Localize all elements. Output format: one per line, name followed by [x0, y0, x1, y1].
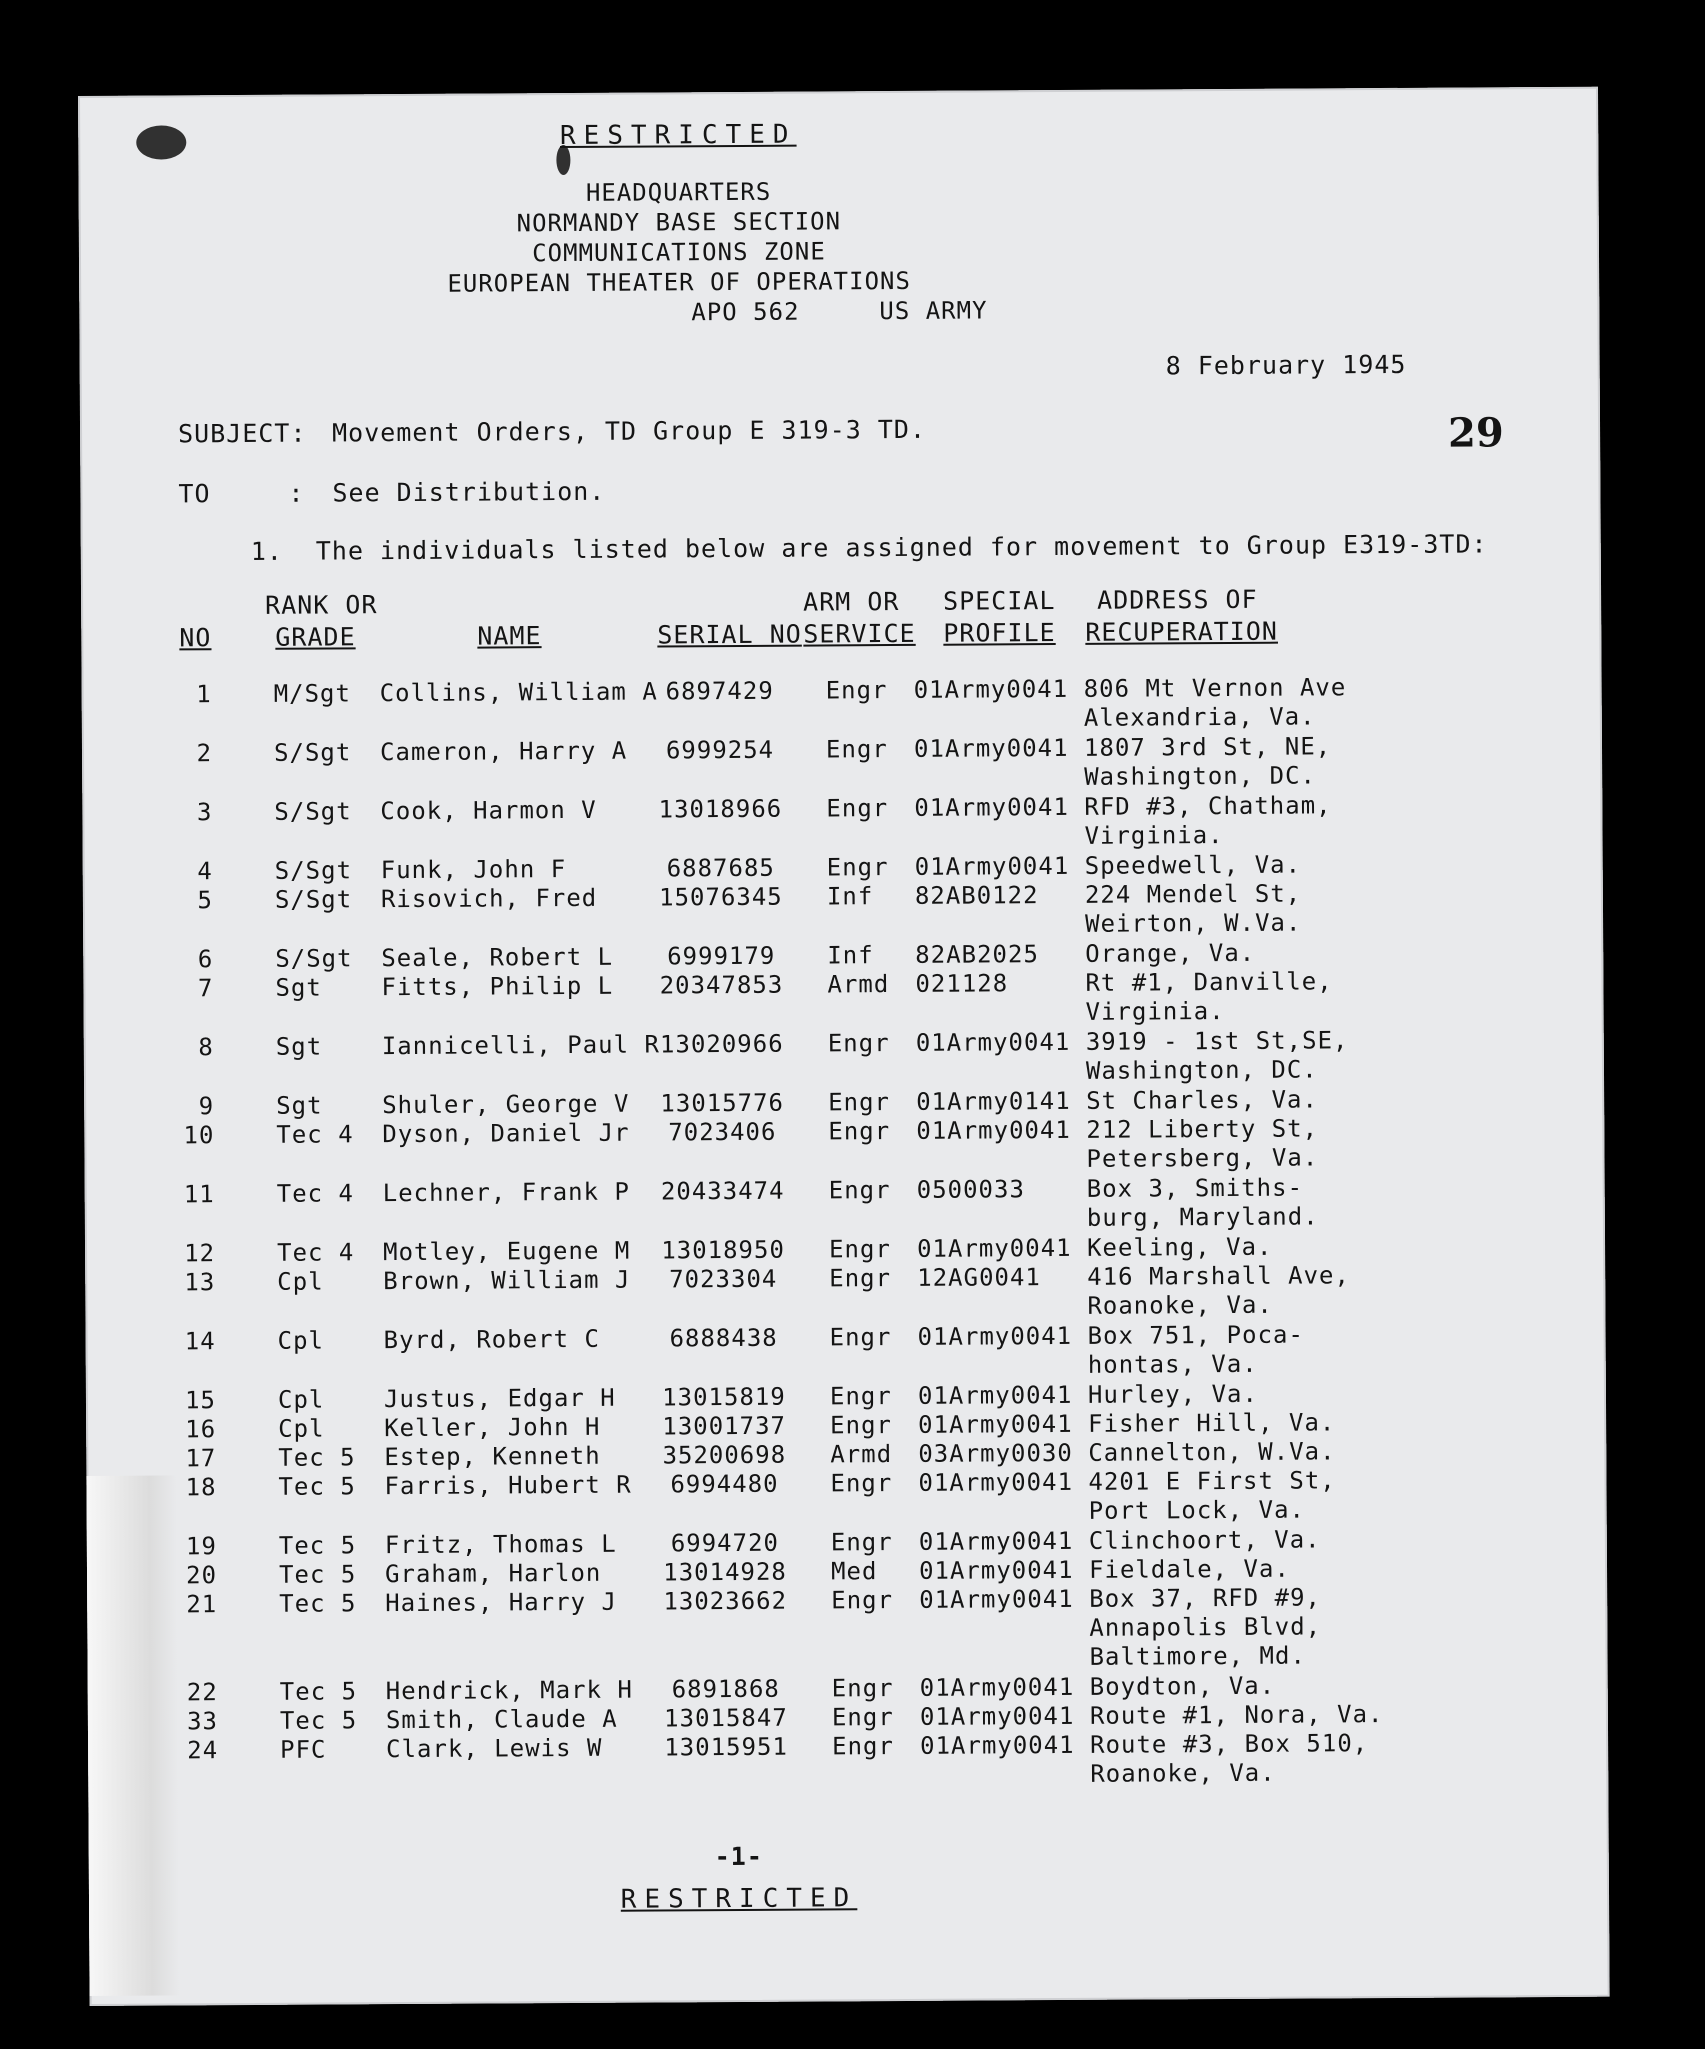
row-arm: Engr	[825, 676, 888, 705]
row-no: 10	[183, 1121, 215, 1150]
row-rank: Tec 5	[278, 1472, 356, 1501]
row-name: Cameron, Harry A	[379, 736, 628, 767]
row-name: Iannicelli, Paul R	[381, 1030, 660, 1061]
header-rank-top: RANK OR	[265, 590, 378, 620]
row-rank: Sgt	[275, 1032, 323, 1061]
row-address-line2: Port Lock, Va.	[1088, 1495, 1306, 1525]
row-serial: 20433474	[660, 1176, 785, 1206]
row-rank: Tec 4	[276, 1120, 354, 1149]
table-row	[86, 1378, 1586, 1415]
row-rank: Cpl	[277, 1326, 325, 1355]
header-address-top: ADDRESS OF	[1097, 584, 1258, 615]
row-address-line2: Roanoke, Va.	[1087, 1290, 1273, 1320]
row-no: 20	[186, 1561, 218, 1590]
row-arm: Engr	[830, 1528, 893, 1557]
header-special-top: SPECIAL	[943, 586, 1056, 616]
row-address-line1: Boydton, Va.	[1089, 1671, 1276, 1701]
row-address-line1: Fisher Hill, Va.	[1088, 1408, 1336, 1438]
table-row	[88, 1670, 1588, 1707]
row-rank: Tec 4	[276, 1238, 355, 1267]
row-arm: Engr	[829, 1323, 892, 1352]
row-serial: 13018950	[661, 1235, 785, 1265]
page-number: -1-	[714, 1841, 763, 1872]
table-row	[83, 849, 1583, 886]
row-serial: 20347853	[659, 970, 784, 1000]
row-address-line1: Hurley, Va.	[1087, 1379, 1258, 1409]
row-no: 19	[185, 1532, 217, 1561]
row-arm: Engr	[828, 1117, 891, 1146]
row-rank: Tec 5	[278, 1531, 357, 1560]
row-address-line2: Weirton, W.Va.	[1084, 908, 1302, 938]
row-address-line1: Orange, Va.	[1085, 938, 1256, 968]
subject-label: SUBJECT:	[177, 418, 307, 449]
row-rank: S/Sgt	[273, 738, 352, 767]
row-profile: 82AB2025	[915, 940, 1039, 969]
row-name: Brown, William J	[383, 1265, 631, 1296]
row-arm: Engr	[831, 1703, 894, 1732]
row-profile: 01Army0041	[918, 1526, 1074, 1556]
row-address-line1: St Charles, Va.	[1086, 1085, 1318, 1115]
row-arm: Med	[830, 1557, 878, 1586]
org-line: NORMANDY BASE SECTION	[516, 207, 842, 238]
row-rank: S/Sgt	[275, 944, 353, 973]
row-name: Estep, Kenneth	[384, 1441, 601, 1472]
row-rank: Tec 5	[278, 1443, 356, 1472]
row-name: Dyson, Daniel Jr	[382, 1118, 630, 1149]
header-serial: SERIAL NO	[657, 619, 802, 650]
row-arm: Engr	[828, 1088, 891, 1117]
row-profile: 01Army0041	[914, 792, 1069, 822]
row-arm: Engr	[830, 1411, 893, 1440]
row-arm: Engr	[832, 1732, 894, 1761]
row-address-line2: hontas, Va.	[1087, 1349, 1258, 1379]
row-profile: 01Army0041	[918, 1409, 1073, 1439]
row-serial: 13014928	[663, 1557, 787, 1587]
row-rank: Sgt	[275, 973, 322, 1002]
row-address-line1: 1807 3rd St, NE,	[1083, 732, 1332, 762]
table-row	[85, 1172, 1585, 1232]
row-address-line1: 224 Mendel St,	[1084, 879, 1302, 909]
table-row	[84, 1025, 1584, 1085]
row-profile: 01Army0041	[919, 1584, 1074, 1614]
row-no: 9	[198, 1092, 215, 1121]
row-address-line2: Annapolis Blvd,	[1089, 1612, 1322, 1642]
row-name: Shuler, George V	[382, 1089, 630, 1120]
row-address-line3: Baltimore, Md.	[1089, 1641, 1306, 1671]
row-serial: 13020966	[659, 1029, 784, 1059]
row-serial: 13001737	[662, 1411, 787, 1441]
row-name: Funk, John F	[380, 855, 567, 885]
date: 8 February 1945	[1165, 349, 1407, 381]
row-serial: 6994480	[670, 1469, 779, 1499]
row-name: Keller, John H	[384, 1412, 601, 1443]
row-serial: 15076345	[659, 882, 783, 912]
classification-bottom: RESTRICTED	[620, 1883, 858, 1915]
classification-top: RESTRICTED	[559, 119, 797, 152]
row-profile: 01Army0041	[917, 1380, 1073, 1410]
row-serial: 7023406	[668, 1117, 777, 1147]
header-name: NAME	[477, 621, 542, 651]
row-no: 12	[184, 1239, 216, 1268]
table-row	[82, 672, 1582, 732]
document-page	[78, 87, 1610, 2006]
row-serial: 7023304	[669, 1264, 778, 1294]
row-address-line1: Rt #1, Danville,	[1085, 967, 1333, 997]
row-name: Seale, Robert L	[381, 942, 614, 973]
row-name: Haines, Harry J	[385, 1587, 618, 1618]
row-address-line2: Virginia.	[1085, 997, 1225, 1026]
row-no: 8	[198, 1033, 214, 1062]
row-rank: PFC	[280, 1735, 327, 1764]
row-serial: 6888438	[669, 1323, 778, 1353]
row-profile: 01Army0041	[919, 1701, 1075, 1731]
row-name: Justus, Edgar H	[383, 1383, 616, 1414]
row-arm: Engr	[831, 1586, 894, 1615]
row-address-line2: Washington, DC.	[1085, 1055, 1318, 1085]
row-no: 4	[197, 857, 213, 886]
row-rank: Tec 5	[279, 1677, 358, 1706]
row-address-line1: Cannelton, W.Va.	[1088, 1437, 1336, 1467]
header-rank-bottom: GRADE	[275, 622, 356, 652]
row-address-line1: Speedwell, Va.	[1084, 850, 1302, 880]
row-name: Byrd, Robert C	[383, 1324, 600, 1355]
row-serial: 13015776	[660, 1088, 785, 1118]
row-profile: 01Army0041	[913, 733, 1069, 763]
row-no: 13	[184, 1268, 216, 1297]
to-colon: :	[288, 478, 305, 508]
row-arm: Engr	[829, 1382, 892, 1411]
row-no: 14	[184, 1327, 216, 1356]
row-arm: Engr	[829, 1264, 892, 1293]
row-arm: Engr	[828, 1235, 891, 1264]
row-address-line2: Washington, DC.	[1084, 761, 1317, 791]
row-no: 3	[196, 798, 213, 827]
org-line: HEADQUARTERS	[585, 177, 772, 207]
row-serial: 6897429	[665, 676, 774, 706]
row-profile: 03Army0030	[918, 1438, 1073, 1468]
row-address-line1: Box 37, RFD #9,	[1089, 1583, 1322, 1613]
row-profile: 01Army0041	[916, 1115, 1071, 1145]
row-address-line2: Virginia.	[1084, 821, 1224, 850]
row-address-line1: 806 Mt Vernon Ave	[1083, 673, 1347, 703]
row-address-line1: RFD #3, Chatham,	[1084, 791, 1332, 821]
row-name: Hendrick, Mark H	[385, 1675, 634, 1706]
row-name: Motley, Eugene M	[382, 1236, 631, 1267]
row-address-line1: Box 751, Poca-	[1087, 1320, 1304, 1350]
row-arm: Engr	[826, 794, 889, 823]
row-profile: 01Army0041	[916, 1233, 1072, 1263]
row-address-line2: Alexandria, Va.	[1083, 702, 1316, 732]
row-profile: 01Army0041	[918, 1467, 1074, 1497]
row-no: 15	[184, 1386, 217, 1415]
org-line: COMMUNICATIONS ZONE	[532, 237, 826, 268]
row-rank: Tec 5	[278, 1560, 357, 1589]
row-address-line1: 3919 - 1st St,SE,	[1085, 1026, 1349, 1056]
row-address-line1: Keeling, Va.	[1086, 1232, 1273, 1262]
row-arm: Engr	[826, 853, 889, 882]
row-profile: 01Army0041	[913, 674, 1069, 704]
row-no: 7	[197, 974, 214, 1003]
row-rank: Tec 5	[279, 1589, 357, 1618]
row-profile: 0500033	[916, 1175, 1025, 1204]
header-arm-top: ARM OR	[803, 586, 900, 617]
row-profile: 12AG0041	[917, 1263, 1041, 1292]
row-rank: M/Sgt	[273, 679, 351, 708]
row-no: 2	[196, 739, 213, 768]
row-no: 11	[183, 1180, 215, 1209]
row-address-line1: Fieldale, Va.	[1088, 1554, 1290, 1584]
row-address-line2: Roanoke, Va.	[1090, 1758, 1276, 1788]
header-arm-bottom: SERVICE	[803, 618, 916, 649]
row-address-line1: Route #1, Nora, Va.	[1089, 1700, 1384, 1730]
row-no: 21	[186, 1590, 218, 1619]
row-serial: 13023662	[663, 1586, 788, 1616]
row-serial: 6999179	[667, 941, 776, 971]
row-arm: Inf	[827, 941, 874, 970]
table-row	[83, 937, 1583, 974]
paragraph-number: 1.	[250, 536, 283, 566]
row-no: 16	[185, 1415, 217, 1444]
row-profile: 01Army0041	[918, 1555, 1074, 1585]
header-special-bottom: PROFILE	[943, 618, 1056, 648]
row-serial: 6999254	[665, 735, 775, 765]
row-arm: Engr	[825, 735, 888, 764]
row-name: Lechner, Frank P	[382, 1177, 630, 1208]
row-name: Farris, Hubert R	[384, 1470, 632, 1501]
row-no: 22	[186, 1678, 218, 1707]
header-address-bottom: RECUPERATION	[1085, 616, 1279, 647]
page-stamp: 29	[1447, 409, 1504, 457]
row-serial: 6891868	[671, 1674, 780, 1704]
row-name: Fritz, Thomas L	[384, 1529, 617, 1560]
row-arm: Engr	[827, 1029, 890, 1058]
row-no: 6	[197, 945, 214, 974]
row-no: 5	[197, 886, 214, 915]
row-address-line2: burg, Maryland.	[1086, 1202, 1319, 1232]
row-no: 33	[186, 1707, 219, 1736]
row-profile: 01Army0041	[920, 1730, 1075, 1760]
to-value: See Distribution.	[332, 476, 606, 508]
row-arm: Engr	[830, 1469, 893, 1498]
row-rank: Tec 4	[276, 1179, 355, 1208]
row-serial: 6887685	[666, 853, 775, 883]
row-serial: 13018966	[658, 794, 783, 824]
subject: Movement Orders, TD Group E 319-3 TD.	[331, 414, 927, 448]
row-profile: 01Army0041	[914, 851, 1070, 881]
row-rank: S/Sgt	[274, 885, 353, 914]
row-name: Graham, Harlon	[384, 1558, 602, 1589]
row-address-line1: 212 Liberty St,	[1086, 1114, 1319, 1144]
row-name: Fitts, Philip L	[381, 971, 614, 1002]
table-row	[82, 731, 1582, 791]
row-profile: 01Army0141	[916, 1086, 1071, 1116]
row-name: Clark, Lewis W	[386, 1733, 603, 1764]
org-line: EUROPEAN THEATER OF OPERATIONS	[447, 266, 911, 298]
row-no: 24	[187, 1736, 219, 1765]
row-name: Cook, Harmon V	[380, 795, 597, 826]
table-row	[82, 790, 1582, 850]
row-name: Collins, William A	[379, 677, 658, 708]
row-arm: Armd	[827, 970, 890, 999]
row-address-line1: Clinchoort, Va.	[1088, 1525, 1321, 1555]
paragraph-text: The individuals listed below are assigned for movement to Group E319-3TD:	[315, 529, 1488, 566]
row-rank: Tec 5	[279, 1706, 358, 1735]
row-no: 17	[185, 1444, 217, 1473]
to-label: TO	[178, 479, 211, 509]
row-serial: 13015847	[664, 1703, 788, 1733]
row-address-line1: 4201 E First St,	[1088, 1466, 1336, 1496]
table-row	[87, 1524, 1587, 1561]
row-name: Risovich, Fred	[380, 883, 598, 914]
table-row	[86, 1319, 1586, 1379]
row-rank: S/Sgt	[274, 856, 353, 885]
row-serial: 13015951	[664, 1732, 788, 1762]
row-serial: 35200698	[662, 1440, 787, 1470]
row-profile: 01Army0041	[915, 1027, 1071, 1057]
row-rank: S/Sgt	[274, 797, 352, 826]
table-row	[85, 1231, 1585, 1268]
header-no: NO	[179, 623, 212, 653]
row-no: 18	[185, 1473, 217, 1502]
table-row	[84, 1084, 1584, 1121]
row-arm: Armd	[830, 1440, 893, 1469]
row-rank: Cpl	[277, 1385, 325, 1414]
row-rank: Sgt	[276, 1091, 323, 1120]
apo: APO 562	[691, 297, 800, 327]
army: US ARMY	[879, 296, 988, 326]
row-name: Smith, Claude A	[385, 1704, 618, 1735]
row-no: 1	[196, 680, 212, 709]
row-arm: Inf	[826, 882, 874, 911]
row-arm: Engr	[828, 1176, 891, 1205]
row-profile: 01Army0041	[919, 1672, 1075, 1702]
row-serial: 6994720	[670, 1528, 780, 1558]
row-serial: 13015819	[662, 1382, 786, 1412]
row-arm: Engr	[831, 1674, 894, 1703]
row-profile: 01Army0041	[917, 1321, 1073, 1351]
row-profile: 021128	[915, 969, 1009, 998]
row-address-line1: 416 Marshall Ave,	[1087, 1261, 1350, 1291]
row-rank: Cpl	[277, 1267, 324, 1296]
row-address-line1: Box 3, Smiths-	[1086, 1173, 1304, 1203]
row-address-line1: Route #3, Box 510,	[1090, 1729, 1369, 1759]
row-profile: 82AB0122	[914, 881, 1039, 910]
row-rank: Cpl	[278, 1414, 325, 1443]
row-address-line2: Petersberg, Va.	[1086, 1143, 1319, 1173]
